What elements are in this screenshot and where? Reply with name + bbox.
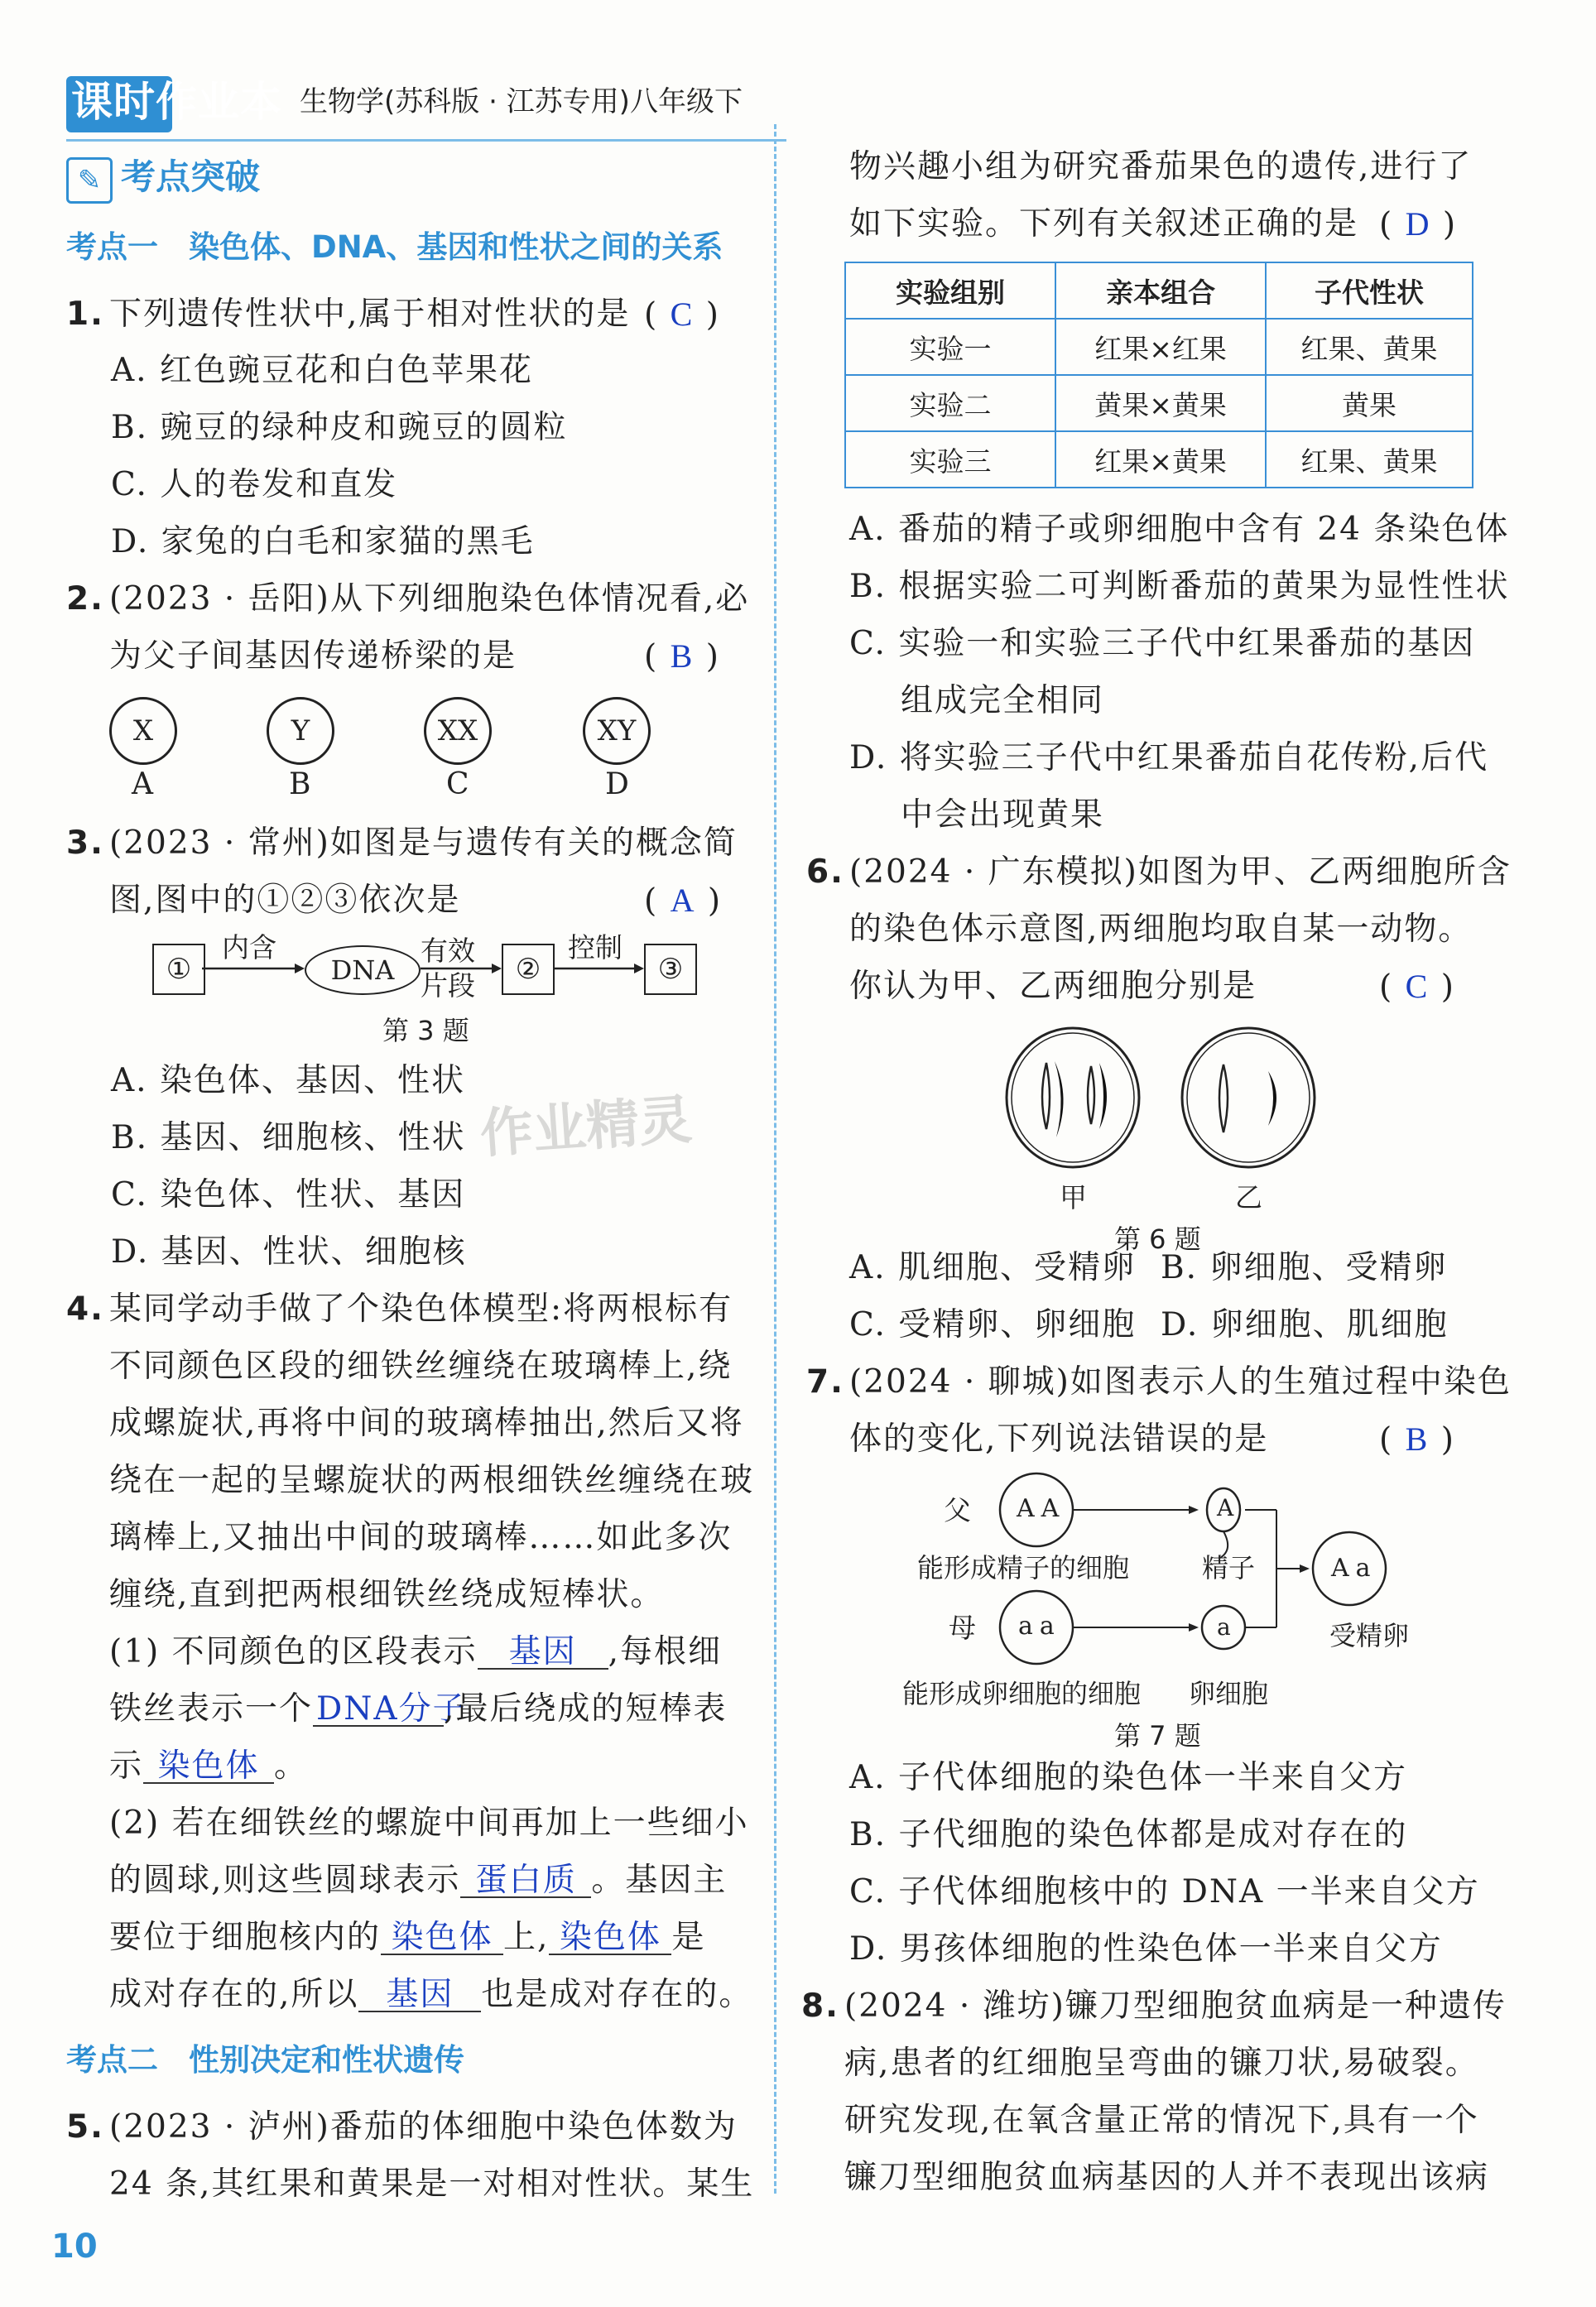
q5-answer: ( D )	[1379, 205, 1458, 243]
q1-option-d: D. 家兔的白毛和家猫的黑毛	[111, 523, 535, 560]
q8-line1: (2024 · 潍坊)镰刀型细胞贫血病是一种遗传	[844, 1987, 1507, 2025]
q2-line2: 为父子间基因传递桥梁的是	[109, 637, 517, 675]
q5-answer-value: D	[1405, 205, 1431, 243]
q3-arrow2-label-b: 片段	[421, 969, 475, 1002]
topic-2-heading: 考点二 性别决定和性状遗传	[66, 2042, 464, 2078]
q4-part1-line1: (1) 不同颜色的区段表示 基因 ,每根细	[109, 1633, 723, 1670]
q5-option-d-line1: D. 将实验三子代中红果番茄自花传粉,后代	[849, 739, 1489, 776]
q4-part2-line3: 要位于细胞核内的 染色体 上, 染色体 是	[109, 1919, 706, 1956]
q6-cell-diagram	[998, 1023, 1329, 1180]
q7-answer-value: B	[1405, 1420, 1430, 1458]
q2-answer-value: B	[670, 637, 695, 675]
table-row	[845, 375, 1473, 431]
table-cell: 实验三	[845, 431, 1055, 488]
q4-answer-chromosome-3: 染色体	[549, 1921, 671, 1955]
q4-answer-dna: DNA分子	[313, 1693, 444, 1727]
q7-option-d: D. 男孩体细胞的性染色体一半来自父方	[849, 1930, 1443, 1968]
table-cell: 黄果	[1266, 375, 1473, 431]
q5-option-a: A. 番茄的精子或卵细胞中含有 24 条染色体	[849, 511, 1510, 548]
q7-option-b: B. 子代细胞的染色体都是成对存在的	[849, 1816, 1408, 1853]
q3-box-2: ②	[502, 944, 555, 995]
q4-answer-gene: 基因	[478, 1636, 608, 1670]
q7-egg-cell-label: 能形成卵细胞的细胞	[902, 1678, 1142, 1709]
q7-mother-genes: aa	[1018, 1612, 1061, 1641]
section-title: 考点突破	[121, 156, 261, 197]
q8-line2: 病,患者的红细胞呈弯曲的镰刀状,易破裂。	[844, 2045, 1479, 2082]
q3-line2: 图,图中的①②③依次是	[109, 882, 461, 919]
table-header-row	[845, 262, 1473, 319]
q5-option-b: B. 根据实验二可判断番茄的黄果为显性性状	[849, 568, 1510, 605]
q3-answer: ( A )	[644, 882, 723, 920]
q7-caption: 第 7 题	[1114, 1720, 1201, 1752]
header-rule	[66, 139, 786, 142]
q1-stem: 下列遗传性状中,属于相对性状的是	[109, 296, 631, 333]
q6-label-jia: 甲	[1060, 1181, 1089, 1214]
q2-cell-a: X	[109, 697, 177, 765]
q5-experiment-table	[844, 262, 1473, 488]
q2-label-b: B	[289, 767, 313, 801]
q6-option-d: D. 卵细胞、肌细胞	[1161, 1306, 1449, 1343]
q4-answer-chromosome: 染色体	[143, 1750, 274, 1784]
header-subject: 生物学(苏科版 · 江苏专用)八年级下	[300, 85, 743, 118]
q4-answer-protein: 蛋白质	[460, 1864, 591, 1898]
q4-line4: 绕在一起的呈螺旋状的两根细铁丝缠绕在玻	[109, 1462, 755, 1499]
q6-label-yi: 乙	[1235, 1181, 1264, 1214]
q7-father-genes: AA	[1017, 1494, 1066, 1523]
q3-option-a: A. 染色体、基因、性状	[111, 1062, 465, 1099]
table-cell: 红果、黄果	[1266, 319, 1473, 375]
q7-answer: ( B )	[1379, 1420, 1455, 1459]
table-row	[845, 431, 1473, 488]
q8-line3: 研究发现,在氧含量正常的情况下,具有一个	[844, 2102, 1479, 2139]
q7-sperm-cell-label: 能形成精子的细胞	[917, 1552, 1130, 1584]
table-header: 子代性状	[1266, 262, 1473, 319]
q5-option-c-line2: 组成完全相同	[901, 682, 1105, 719]
q7-mother-label: 母	[949, 1612, 978, 1644]
q1-answer-value: C	[670, 296, 695, 333]
q2-label-d: D	[605, 767, 631, 801]
q1-option-b: B. 豌豆的绿种皮和豌豆的圆粒	[111, 409, 568, 446]
q7-egg-label: 卵细胞	[1189, 1678, 1269, 1709]
table-cell: 黄果×黄果	[1055, 375, 1266, 431]
q1-number: 1.	[66, 296, 104, 333]
table-cell: 实验二	[845, 375, 1055, 431]
q2-cell-d: XY	[583, 697, 651, 765]
table-cell: 红果、黄果	[1266, 431, 1473, 488]
table-header: 实验组别	[845, 262, 1055, 319]
q3-option-b: B. 基因、细胞核、性状	[111, 1119, 466, 1156]
q1-option-c: C. 人的卷发和直发	[111, 466, 398, 503]
q3-answer-value: A	[670, 882, 696, 919]
q6-line3: 你认为甲、乙两细胞分别是	[849, 968, 1257, 1005]
q6-caption: 第 6 题	[1114, 1223, 1201, 1255]
q6-line1: (2024 · 广东模拟)如图为甲、乙两细胞所含	[849, 853, 1512, 891]
q3-arrow1-label: 内含	[222, 931, 276, 964]
q8-line4: 镰刀型细胞贫血病基因的人并不表现出该病	[844, 2159, 1490, 2196]
q3-number: 3.	[66, 824, 104, 862]
section-icon: ✎	[66, 157, 113, 204]
q6-option-c: C. 受精卵、卵细胞	[849, 1306, 1137, 1343]
q3-arrow3-label: 控制	[568, 931, 623, 964]
q7-option-a: A. 子代体细胞的染色体一半来自父方	[849, 1759, 1407, 1796]
q3-caption: 第 3 题	[382, 1015, 469, 1046]
q6-answer-value: C	[1405, 968, 1430, 1005]
q4-line3: 成螺旋状,再将中间的玻璃棒抽出,然后又将	[109, 1405, 744, 1442]
q5-line3: 物兴趣小组为研究番茄果色的遗传,进行了	[849, 148, 1473, 185]
q6-number: 6.	[806, 853, 844, 891]
topic-1-heading: 考点一 染色体、DNA、基因和性状之间的关系	[66, 229, 723, 265]
table-cell: 红果×黄果	[1055, 431, 1266, 488]
q6-cell-jia	[1007, 1028, 1139, 1167]
q4-answer-gene-2: 基因	[358, 1978, 481, 2012]
q5-line2: 24 条,其红果和黄果是一对相对性状。某生	[109, 2165, 755, 2203]
column-divider	[774, 124, 776, 2194]
q7-egg-gene: a	[1217, 1613, 1233, 1641]
q7-zygote-label: 受精卵	[1329, 1620, 1410, 1651]
q1-option-a: A. 红色豌豆花和白色苹果花	[111, 352, 533, 389]
q7-line2: 体的变化,下列说法错误的是	[849, 1420, 1269, 1458]
q2-number: 2.	[66, 580, 104, 618]
q4-line1: 某同学动手做了个染色体模型:将两根标有	[109, 1290, 733, 1328]
q2-answer: ( B )	[644, 637, 720, 675]
q4-line2: 不同颜色区段的细铁丝缠绕在玻璃棒上,绕	[109, 1348, 733, 1385]
q5-option-c-line1: C. 实验一和实验三子代中红果番茄的基因	[849, 625, 1476, 662]
q7-sperm-label: 精子	[1202, 1552, 1256, 1584]
table-cell: 实验一	[845, 319, 1055, 375]
q4-answer-chromosome-2: 染色体	[381, 1921, 503, 1955]
q4-line6: 缠绕,直到把两根细铁丝绕成短棒状。	[109, 1576, 665, 1613]
q7-number: 7.	[806, 1363, 844, 1401]
q4-number: 4.	[66, 1290, 104, 1328]
q3-dna-ellipse: DNA	[305, 945, 421, 995]
q6-line2: 的染色体示意图,两细胞均取自某一动物。	[849, 911, 1473, 948]
q2-cell-c: XX	[424, 697, 492, 765]
header-brand: 课时作业本	[71, 78, 282, 126]
q3-arrow2-label-a: 有效	[421, 935, 475, 967]
q6-option-a: A. 肌细胞、受精卵	[849, 1249, 1136, 1286]
table-row	[845, 319, 1473, 375]
q5-line1: (2023 · 泸州)番茄的体细胞中染色体数为	[109, 2108, 738, 2146]
q6-cell-yi	[1182, 1028, 1315, 1167]
q4-part2-line4: 成对存在的,所以 基因 也是成对存在的。	[109, 1976, 753, 2013]
q7-sperm-gene: A	[1217, 1494, 1236, 1521]
q3-line1: (2023 · 常州)如图是与遗传有关的概念简	[109, 824, 738, 862]
q8-number: 8.	[801, 1987, 839, 2025]
q4-part1-line2: 铁丝表示一个 DNA分子,最后绕成的短棒表	[109, 1690, 728, 1728]
q3-option-c: C. 染色体、性状、基因	[111, 1176, 466, 1214]
q2-line1: (2023 · 岳阳)从下列细胞染色体情况看,必	[109, 580, 750, 618]
q4-part1-line3: 示 染色体 。	[109, 1747, 309, 1785]
q5-number: 5.	[66, 2108, 104, 2146]
q2-cell-b: Y	[267, 697, 334, 765]
q5-line4: 如下实验。下列有关叙述正确的是	[849, 205, 1359, 243]
page-number: 10	[51, 2228, 98, 2266]
q7-zygote-genes: Aa	[1331, 1554, 1377, 1583]
table-cell: 红果×红果	[1055, 319, 1266, 375]
q7-option-c: C. 子代体细胞核中的 DNA 一半来自父方	[849, 1873, 1480, 1910]
q1-answer: ( C )	[644, 296, 720, 334]
table-header: 亲本组合	[1055, 262, 1266, 319]
watermark: 作业精灵	[478, 1089, 695, 1166]
q7-line1: (2024 · 聊城)如图表示人的生殖过程中染色	[849, 1363, 1512, 1401]
q6-answer: ( C )	[1379, 968, 1455, 1006]
q4-part2-line2: 的圆球,则这些圆球表示 蛋白质 。基因主	[109, 1862, 728, 1899]
q3-box-3: ③	[644, 944, 697, 995]
q7-father-label: 父	[944, 1494, 973, 1526]
q2-label-a: A	[132, 767, 155, 801]
q3-box-1: ①	[152, 944, 205, 995]
q3-option-d: D. 基因、性状、细胞核	[111, 1233, 467, 1271]
q4-line5: 璃棒上,又抽出中间的玻璃棒……如此多次	[109, 1519, 733, 1556]
q2-label-c: C	[446, 767, 471, 801]
q4-part2-line1: (2) 若在细铁丝的螺旋中间再加上一些细小	[109, 1805, 749, 1842]
q5-option-d-line2: 中会出现黄果	[901, 796, 1105, 834]
q6-option-b: B. 卵细胞、受精卵	[1161, 1249, 1448, 1286]
